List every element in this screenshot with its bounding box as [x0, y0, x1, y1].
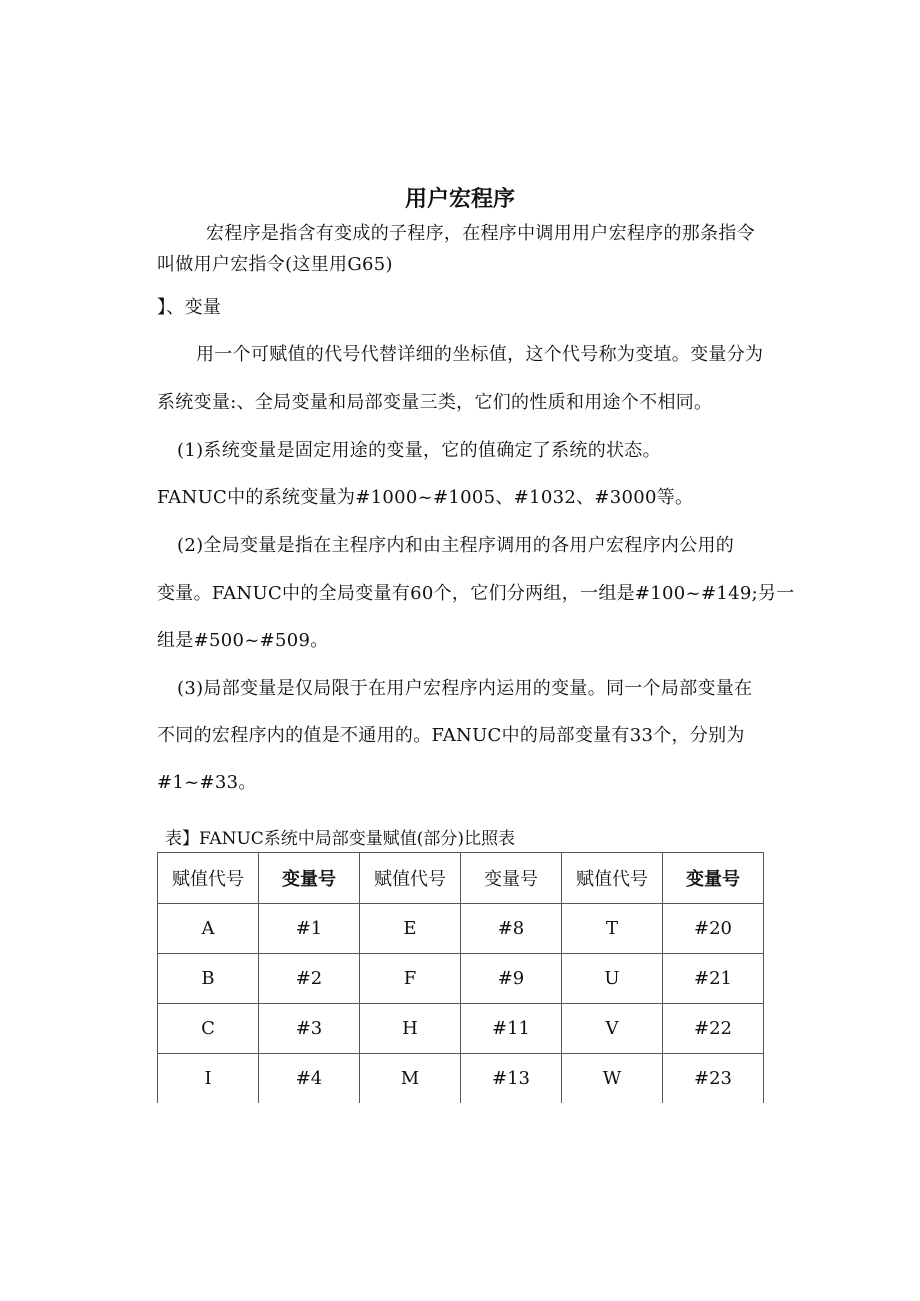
table-cell: T: [562, 904, 663, 954]
table-cell: #3: [259, 1004, 360, 1054]
table-cell: M: [360, 1054, 461, 1104]
table-cell: U: [562, 954, 663, 1004]
header-cell: 变量号: [663, 853, 764, 904]
item2-line-1: (2)全局变量是指在主程序内和由主程序调用的各用户宏程序内公用的: [177, 535, 735, 556]
item1-line-2: FANUC中的系统变量为#1000~#1005、#1032、#3000等。: [157, 487, 694, 508]
para1-line-1: 用一个可赋值的代号代替详细的坐标值，这个代号称为变埴。变量分为: [196, 344, 764, 365]
table-cell: #4: [259, 1054, 360, 1104]
item3-line-3: #1~#33。: [157, 772, 257, 793]
table-cell: I: [158, 1054, 259, 1104]
table-cell: W: [562, 1054, 663, 1104]
table-cell: #23: [663, 1054, 764, 1104]
para1-line-2: 系统变量:、全局变量和局部变量三类，它们的性质和用途个不相同。: [157, 392, 713, 413]
table-cell: V: [562, 1004, 663, 1054]
intro-line-1: 宏程序是指含有变成的子程序，在程序中调用用户宏程序的那条指令: [206, 223, 755, 244]
table-cell: #20: [663, 904, 764, 954]
page-title: 用户宏程序: [404, 187, 515, 212]
header-cell: 赋值代号: [360, 853, 461, 904]
table-header-row: [158, 853, 764, 904]
intro-line-2: 叫做用户宏指令(这里用G65): [157, 254, 393, 275]
table-cell: #21: [663, 954, 764, 1004]
table-cell: #9: [461, 954, 562, 1004]
section-heading-variables: 】、变量: [157, 297, 222, 318]
table-row: [158, 954, 764, 1004]
item3-line-2: 不同的宏程序内的值是不通用的。FANUC中的局部变量有33个，分别为: [157, 725, 745, 746]
header-cell: 变量号: [461, 853, 562, 904]
header-cell: 赋值代号: [562, 853, 663, 904]
item2-line-2: 变量。FANUC中的全局变量有60个，它们分两组，一组是#100~#149;另一: [157, 583, 795, 604]
table-cell: C: [158, 1004, 259, 1054]
table-caption: 表】FANUC系统中局部变量赋值(部分)比照表: [165, 829, 516, 849]
table-cell: H: [360, 1004, 461, 1054]
header-cell: 变量号: [259, 853, 360, 904]
table-cell: A: [158, 904, 259, 954]
item2-line-3: 组是#500~#509。: [157, 630, 329, 651]
table-cell: #22: [663, 1004, 764, 1054]
table-cell: #8: [461, 904, 562, 954]
item1-line-1: (1)系统变量是固定用途的变量，它的值确定了系统的状态。: [177, 440, 661, 461]
table-cell: #1: [259, 904, 360, 954]
table-cell: F: [360, 954, 461, 1004]
item3-line-1: (3)局部变量是仅局限于在用户宏程序内运用的变量。同一个局部变量在: [177, 678, 753, 699]
table-cell: B: [158, 954, 259, 1004]
variable-reference-table: [157, 852, 764, 1103]
table-cell: E: [360, 904, 461, 954]
table-row: [158, 1054, 764, 1104]
header-cell: 赋值代号: [158, 853, 259, 904]
table-row: [158, 1004, 764, 1054]
table-cell: #11: [461, 1004, 562, 1054]
table-cell: #2: [259, 954, 360, 1004]
table-cell: #13: [461, 1054, 562, 1104]
table-row: [158, 904, 764, 954]
